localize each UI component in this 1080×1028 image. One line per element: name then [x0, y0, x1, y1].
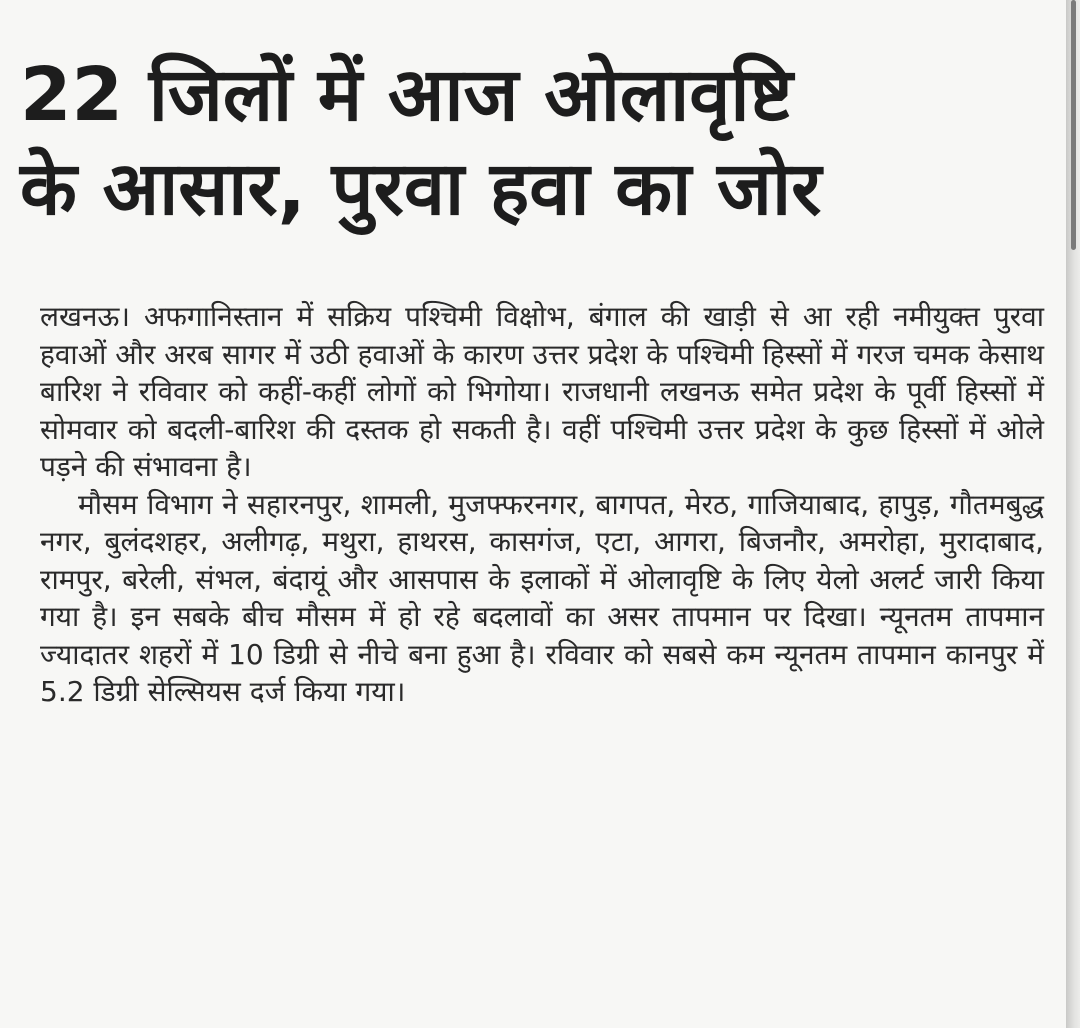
headline-line-2: के आसार, पुरवा हवा का जोर	[20, 146, 822, 232]
article-paragraph-1: लखनऊ। अफगानिस्तान में सक्रिय पश्चिमी विक्षोभ, बंगाल की खाड़ी से आ रही नमीयुक्त पुरवा हवाओं और अरब सागर में उठी हवाओं के कारण उत्तर प्रदेश के पश्चिमी हिस्सों में गरज चमक केसाथ बारिश ने रविवार को कहीं-कहीं लोगों को भिगोया। राजधानी लखनऊ समेत प्रदेश के पूर्वी हिस्सों में सोमवार को बदली-बारिश की दस्तक हो सकती है। वहीं पश्चिमी उत्तर प्रदेश के कुछ हिस्सों में ओले पड़ने की संभावना है।	[40, 300, 1044, 483]
article-headline	[20, 48, 1060, 236]
headline-line-1: 22 जिलों में आज ओलावृष्टि	[20, 52, 793, 138]
article-body	[40, 298, 1044, 711]
article-paragraph-2: मौसम विभाग ने सहारनपुर, शामली, मुजफ्फरनगर, बागपत, मेरठ, गाजियाबाद, हापुड़, गौतमबुद्ध नगर, बुलंदशहर, अलीगढ़, मथुरा, हाथरस, कासगंज, एटा, आगरा, बिजनौर, अमरोहा, मुरादाबाद, रामपुर, बरेली, संभल, बंदायूं और आसपास के इलाकों में ओलावृष्टि के लिए येलो अलर्ट जारी किया गया है। इन सबके बीच मौसम में हो रहे बदलावों का असर तापमान पर दिखा। न्यूनतम तापमान ज्यादातर शहरों में 10 डिग्री से नीचे बना हुआ है। रविवार को सबसे कम न्यूनतम तापमान कानपुर में 5.2 डिग्री सेल्सियस दर्ज किया गया।	[40, 487, 1044, 708]
scrollbar-thumb[interactable]	[1071, 0, 1076, 250]
